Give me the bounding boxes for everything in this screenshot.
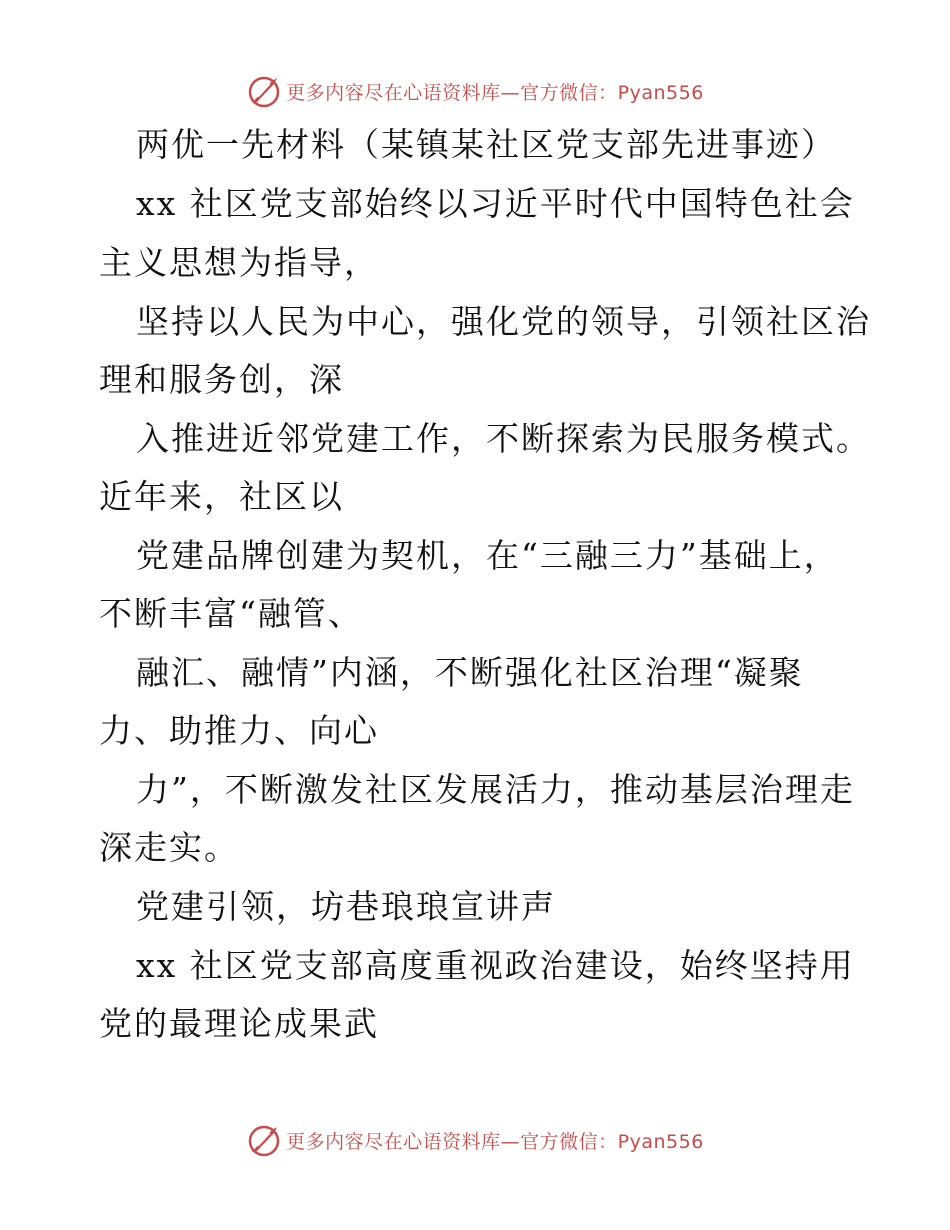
document-title: 两优一先材料（某镇某社区党支部先进事迹）	[136, 125, 836, 164]
paragraph-line: 坚持以人民为中心，强化党的领导，引领社区治	[136, 302, 871, 341]
paragraph-line: 主义思想为指导，	[99, 243, 379, 282]
paragraph-line: 深走实。	[99, 828, 239, 867]
footer-watermark	[0, 1118, 950, 1162]
paragraph-line: 融汇、融情”内涵，不断强化社区治理“凝聚	[136, 653, 804, 692]
paragraph-line: 理和服务创，深	[99, 360, 344, 399]
paragraph-line: 近年来，社区以	[99, 477, 344, 516]
paragraph-line: 入推进近邻党建工作，不断探索为民服务模式。	[136, 419, 871, 458]
paragraph-line: 不断丰富“融管、	[99, 594, 363, 633]
watermark-text: 更多内容尽在心语资料库—官方微信：Pyan556	[286, 81, 704, 104]
watermark-text: 更多内容尽在心语资料库—官方微信：Pyan556	[286, 1130, 704, 1153]
paragraph-line: 力”，不断激发社区发展活力，推动基层治理走	[136, 770, 855, 809]
header-watermark	[0, 69, 950, 113]
paragraph-line: 党建品牌创建为契机，在“三融三力”基础上，	[136, 536, 839, 575]
paragraph-line: 党的最理论成果武	[99, 1004, 379, 1043]
paragraph-line: 力、助推力、向心	[99, 711, 379, 750]
feather-pen-logo-icon	[246, 1122, 282, 1158]
section-heading: 党建引领，坊巷琅琅宣讲声	[136, 887, 556, 926]
paragraph-line: xx 社区党支部始终以习近平时代中国特色社会	[136, 184, 855, 223]
paragraph-line: xx 社区党支部高度重视政治建设，始终坚持用	[136, 946, 855, 985]
feather-pen-logo-icon	[246, 73, 282, 109]
